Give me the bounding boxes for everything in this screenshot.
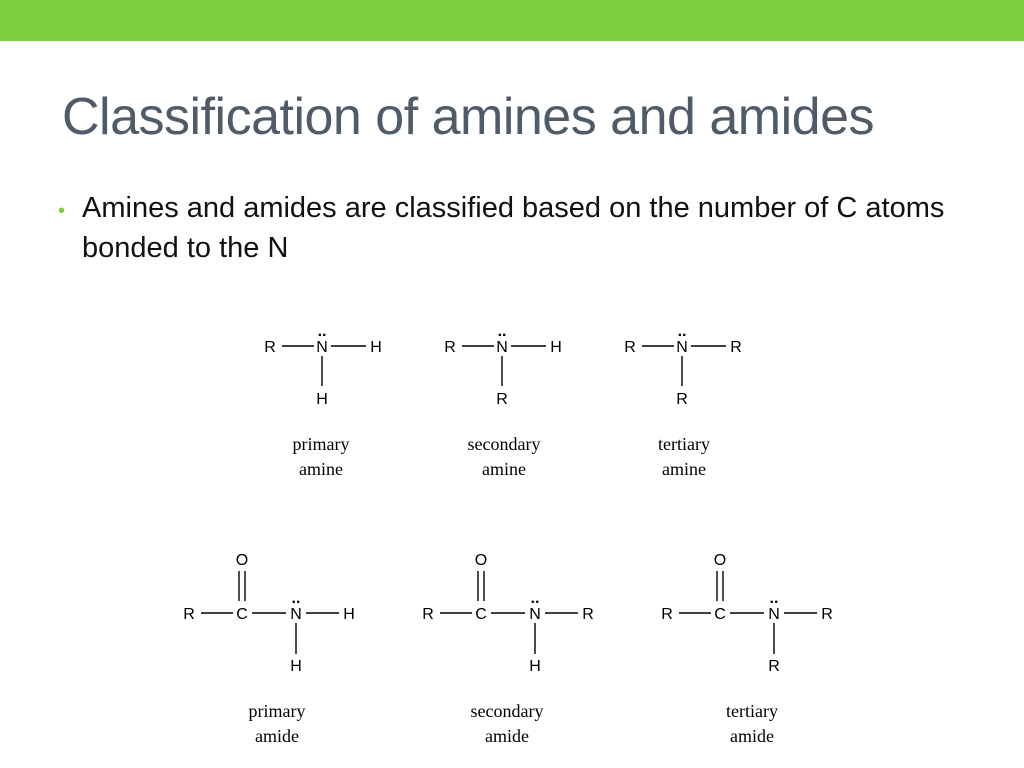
atom-n: N [290, 606, 302, 623]
atom-r-left: R [444, 339, 456, 356]
atom-r-left: R [422, 606, 434, 623]
primary-amide-structure [183, 552, 355, 675]
atom-h-right: H [343, 606, 355, 623]
secondary-amide-structure [422, 552, 594, 675]
caption-secondary-amide-line1: secondary [470, 701, 544, 721]
caption-tertiary-amine-line2: amine [662, 459, 706, 479]
lone-pair: .. [769, 590, 779, 607]
atom-h-bottom: H [316, 391, 328, 408]
atom-o: O [235, 552, 249, 569]
caption-tertiary-amide-line2: amide [730, 726, 774, 746]
atom-h-right: H [370, 339, 382, 356]
atom-h-right: H [550, 339, 562, 356]
atom-r-bottom: R [496, 391, 508, 408]
secondary-amine-structure [444, 323, 562, 408]
atom-c: C [236, 606, 248, 623]
slide-title: Classification of amines and amides [62, 88, 875, 146]
atom-o: O [713, 552, 727, 569]
atom-r-left: R [264, 339, 276, 356]
atom-n: N [768, 606, 780, 623]
atom-r-right: R [730, 339, 742, 356]
lone-pair: .. [497, 323, 507, 340]
atom-r-left: R [183, 606, 195, 623]
atom-r-right: R [821, 606, 833, 623]
atom-o: O [474, 552, 488, 569]
caption-tertiary-amide-line1: tertiary [726, 701, 778, 721]
lone-pair: .. [317, 323, 327, 340]
caption-primary-amide-line1: primary [248, 701, 306, 721]
atom-n: N [676, 339, 688, 356]
atom-r-bottom: R [768, 658, 780, 675]
caption-secondary-amine-line2: amine [482, 459, 526, 479]
atom-n: N [496, 339, 508, 356]
atom-r-right: R [582, 606, 594, 623]
atom-r-left: R [661, 606, 673, 623]
caption-tertiary-amine-line1: tertiary [658, 434, 710, 454]
primary-amine-structure [264, 323, 382, 408]
tertiary-amine-structure [624, 323, 742, 408]
tertiary-amide-structure [661, 552, 833, 675]
atom-h-bottom: H [290, 658, 302, 675]
atom-c: C [475, 606, 487, 623]
bullet-text: Amines and amides are classified based on the number of C atoms bonded to the N [82, 192, 945, 264]
caption-secondary-amine-line1: secondary [467, 434, 541, 454]
caption-secondary-amide-line2: amide [485, 726, 529, 746]
atom-h-bottom: H [529, 658, 541, 675]
caption-primary-amide-line2: amide [255, 726, 299, 746]
atom-n: N [316, 339, 328, 356]
lone-pair: .. [530, 590, 540, 607]
atom-c: C [714, 606, 726, 623]
caption-primary-amine-line2: amine [299, 459, 343, 479]
bullet-dot-icon: • [58, 200, 66, 222]
atom-r-left: R [624, 339, 636, 356]
lone-pair: .. [677, 323, 687, 340]
lone-pair: .. [291, 590, 301, 607]
atom-r-bottom: R [676, 391, 688, 408]
caption-primary-amine-line1: primary [292, 434, 350, 454]
atom-n: N [529, 606, 541, 623]
